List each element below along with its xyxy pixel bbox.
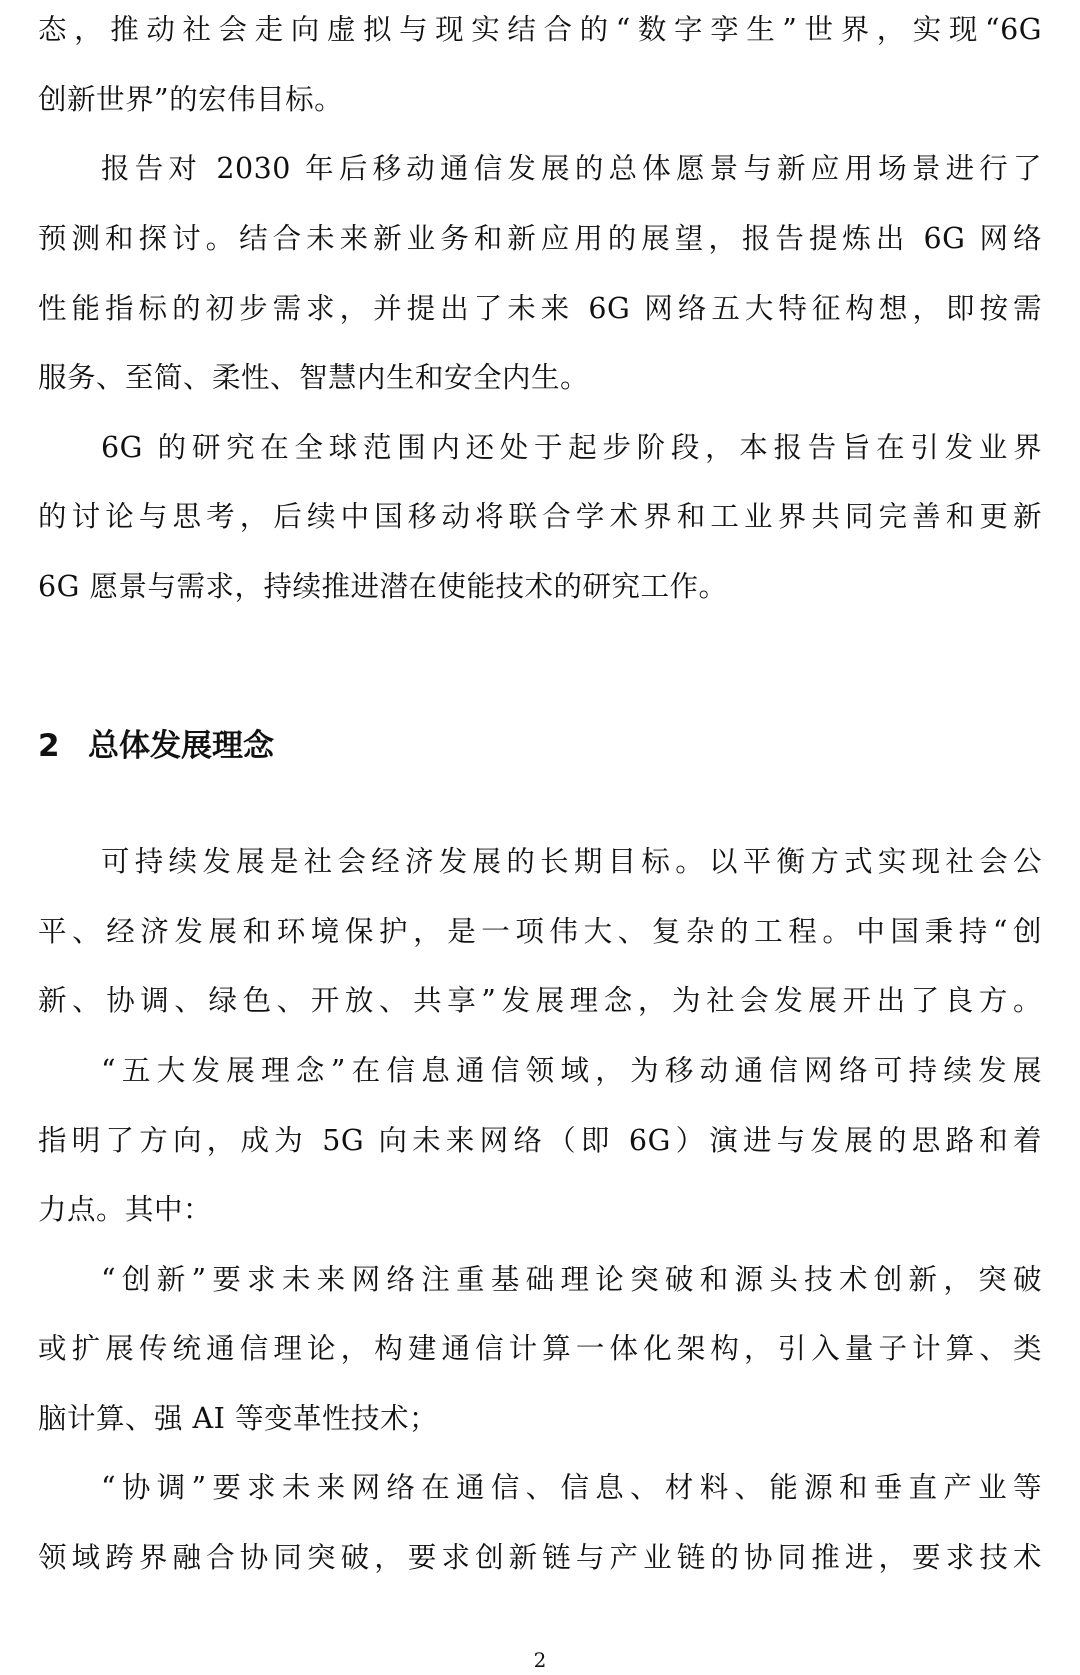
paragraph-line: 力点。其中： <box>38 1193 213 1226</box>
section-heading <box>38 724 274 768</box>
paragraph-line: 指明了方向，成为 5G 向未来网络（即 6G）演进与发展的思路和着 <box>38 1124 1042 1157</box>
paragraph-line: “五大发展理念”在信息通信领域，为移动通信网络可持续发展 <box>101 1054 1042 1087</box>
paragraph-line: 平、经济发展和环境保护，是一项伟大、复杂的工程。中国秉持“创 <box>38 915 1042 948</box>
paragraph-line: 预测和探讨。结合未来新业务和新应用的展望，报告提炼出 6G 网络 <box>38 222 1042 255</box>
paragraph-line: 创新世界”的宏伟目标。 <box>38 83 344 116</box>
paragraph-line: 的讨论与思考，后续中国移动将联合学术界和工业界共同完善和更新 <box>38 500 1042 533</box>
paragraph-line: 6G 愿景与需求，持续推进潜在使能技术的研究工作。 <box>38 570 728 603</box>
paragraph-line: 6G 的研究在全球范围内还处于起步阶段，本报告旨在引发业界 <box>101 431 1042 464</box>
paragraph-line: 性能指标的初步需求，并提出了未来 6G 网络五大特征构想，即按需 <box>38 292 1042 325</box>
paragraph-line: 态，推动社会走向虚拟与现实结合的“数字孪生”世界，实现“6G <box>38 13 1042 46</box>
paragraph-line: 报告对 2030 年后移动通信发展的总体愿景与新应用场景进行了 <box>101 152 1042 185</box>
paragraph-line: 可持续发展是社会经济发展的长期目标。以平衡方式实现社会公 <box>101 845 1042 878</box>
paragraph-line: 脑计算、强 AI 等变革性技术； <box>38 1402 438 1435</box>
page-number: 2 <box>533 1648 547 1672</box>
paragraph-line: “协调”要求未来网络在通信、信息、材料、能源和垂直产业等 <box>101 1471 1042 1504</box>
paragraph-line: 服务、至简、柔性、智慧内生和安全内生。 <box>38 361 590 394</box>
paragraph-line: 或扩展传统通信理论，构建通信计算一体化架构，引入量子计算、类 <box>38 1332 1042 1365</box>
section-title: 总体发展理念 <box>88 728 274 764</box>
paragraph-line: “创新”要求未来网络注重基础理论突破和源头技术创新，突破 <box>101 1263 1042 1296</box>
section-number: 2 <box>38 728 60 764</box>
paragraph-line: 新、协调、绿色、开放、共享”发展理念，为社会发展开出了良方。 <box>38 984 1042 1017</box>
paragraph-line: 领域跨界融合协同突破，要求创新链与产业链的协同推进，要求技术 <box>38 1541 1042 1574</box>
